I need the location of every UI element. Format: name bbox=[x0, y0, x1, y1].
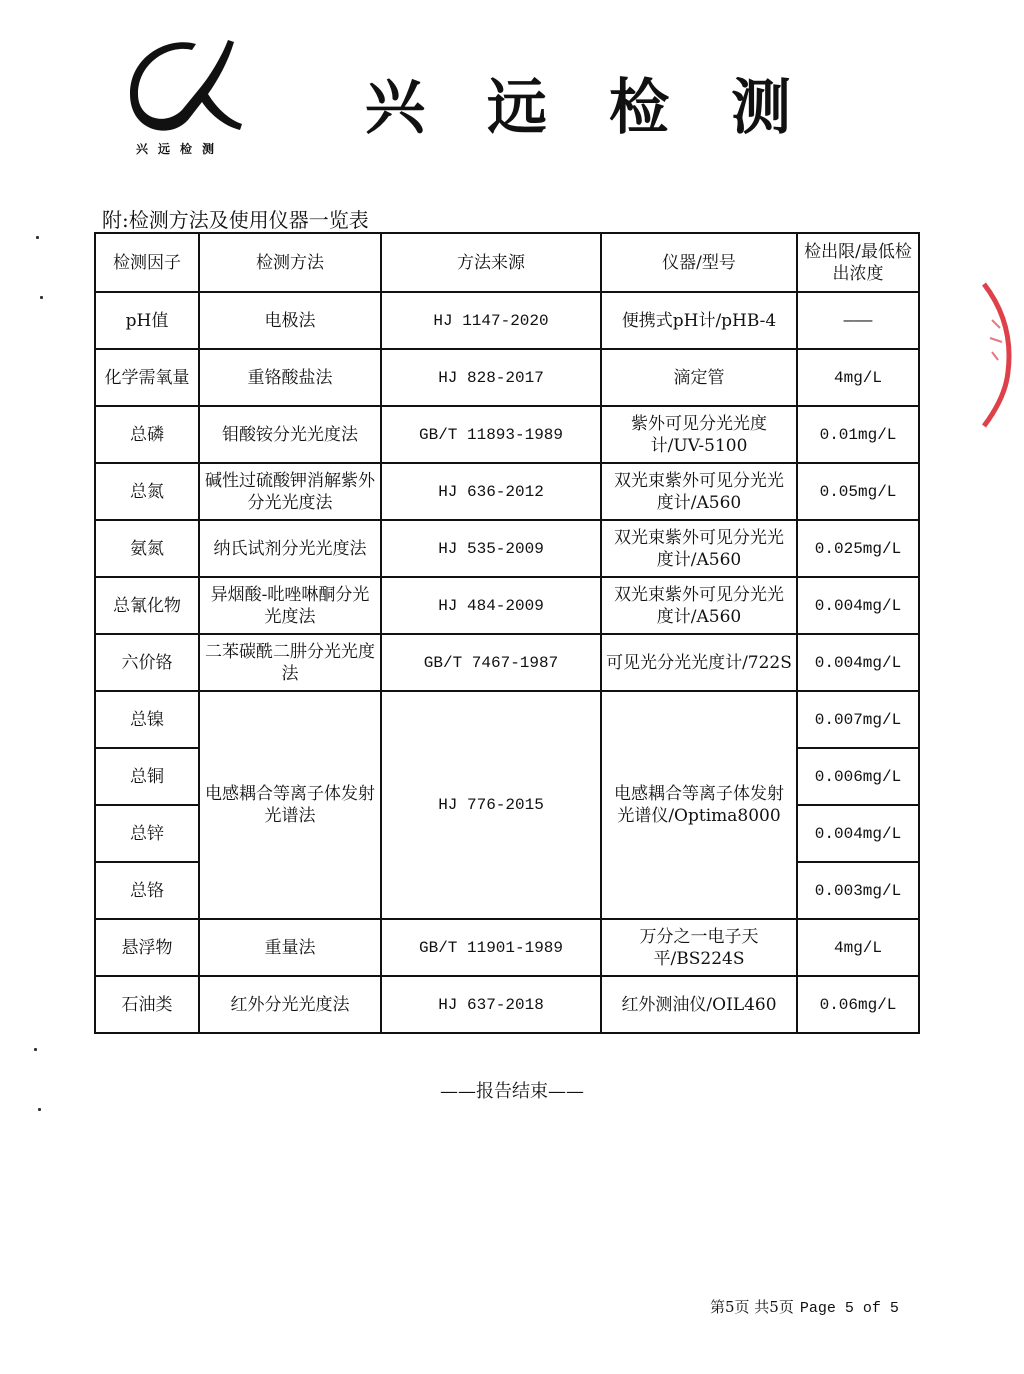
page-number-cn: 第5页 共5页 bbox=[710, 1298, 794, 1316]
cell-method: 异烟酸-吡唑啉酮分光光度法 bbox=[199, 577, 381, 634]
logo-caption: 兴远检测 bbox=[136, 142, 225, 156]
cell-method-merged: 电感耦合等离子体发射光谱法 bbox=[199, 691, 381, 919]
cell-factor: 总氰化物 bbox=[95, 577, 199, 634]
cell-instrument: 紫外可见分光光度计/UV-5100 bbox=[601, 406, 797, 463]
cell-method: 二苯碳酰二肼分光光度法 bbox=[199, 634, 381, 691]
cell-limit: ——— bbox=[797, 292, 919, 349]
cell-limit: 0.004mg/L bbox=[797, 805, 919, 862]
cell-source: HJ 484-2009 bbox=[381, 577, 601, 634]
cell-factor: 化学需氧量 bbox=[95, 349, 199, 406]
cell-limit: 0.003mg/L bbox=[797, 862, 919, 919]
scan-speck bbox=[34, 1048, 37, 1051]
cell-source: GB/T 11893-1989 bbox=[381, 406, 601, 463]
cell-limit: 0.01mg/L bbox=[797, 406, 919, 463]
table-row bbox=[95, 634, 919, 691]
cell-factor: 石油类 bbox=[95, 976, 199, 1033]
cell-factor: 悬浮物 bbox=[95, 919, 199, 976]
cell-source: GB/T 11901-1989 bbox=[381, 919, 601, 976]
cell-factor: 总氮 bbox=[95, 463, 199, 520]
cell-factor: 总镍 bbox=[95, 691, 199, 748]
table-row bbox=[95, 919, 919, 976]
cell-instrument-merged: 电感耦合等离子体发射光谱仪/Optima8000 bbox=[601, 691, 797, 919]
cell-factor: 氨氮 bbox=[95, 520, 199, 577]
cell-instrument: 滴定管 bbox=[601, 349, 797, 406]
cell-factor: 总磷 bbox=[95, 406, 199, 463]
methods-table bbox=[94, 232, 920, 1034]
table-row bbox=[95, 577, 919, 634]
header-factor: 检测因子 bbox=[95, 233, 199, 292]
cell-limit: 0.004mg/L bbox=[797, 634, 919, 691]
cell-limit: 0.06mg/L bbox=[797, 976, 919, 1033]
cell-factor: 六价铬 bbox=[95, 634, 199, 691]
table-caption: 附:检测方法及使用仪器一览表 bbox=[102, 208, 369, 232]
cell-source: GB/T 7467-1987 bbox=[381, 634, 601, 691]
table-row bbox=[95, 349, 919, 406]
table-row bbox=[95, 292, 919, 349]
report-end-note: ——报告结束—— bbox=[440, 1081, 584, 1102]
table-row bbox=[95, 691, 919, 748]
scan-speck bbox=[40, 296, 43, 299]
cell-instrument: 万分之一电子天平/BS224S bbox=[601, 919, 797, 976]
cell-method: 红外分光光度法 bbox=[199, 976, 381, 1033]
cell-instrument: 双光束紫外可见分光光度计/A560 bbox=[601, 577, 797, 634]
table-row bbox=[95, 463, 919, 520]
cell-method: 纳氏试剂分光光度法 bbox=[199, 520, 381, 577]
cell-factor: pH值 bbox=[95, 292, 199, 349]
cell-method: 重铬酸盐法 bbox=[199, 349, 381, 406]
cell-limit: 4mg/L bbox=[797, 349, 919, 406]
page-footer bbox=[710, 1296, 899, 1317]
seal-stamp-icon bbox=[978, 280, 1024, 430]
company-logo bbox=[130, 36, 245, 161]
header-instrument: 仪器/型号 bbox=[601, 233, 797, 292]
page-number-en: Page 5 of 5 bbox=[799, 1300, 899, 1317]
table-row bbox=[95, 976, 919, 1033]
logo-mark-icon bbox=[130, 36, 245, 141]
cell-limit: 0.007mg/L bbox=[797, 691, 919, 748]
header-limit: 检出限/最低检出浓度 bbox=[797, 233, 919, 292]
cell-source: HJ 535-2009 bbox=[381, 520, 601, 577]
table-row bbox=[95, 520, 919, 577]
cell-method: 碱性过硫酸钾消解紫外分光光度法 bbox=[199, 463, 381, 520]
header-source: 方法来源 bbox=[381, 233, 601, 292]
cell-limit: 0.05mg/L bbox=[797, 463, 919, 520]
cell-factor: 总铬 bbox=[95, 862, 199, 919]
cell-limit: 0.025mg/L bbox=[797, 520, 919, 577]
cell-method: 钼酸铵分光光度法 bbox=[199, 406, 381, 463]
cell-source: HJ 1147-2020 bbox=[381, 292, 601, 349]
cell-limit: 0.004mg/L bbox=[797, 577, 919, 634]
cell-instrument: 便携式pH计/pHB-4 bbox=[601, 292, 797, 349]
cell-source: HJ 828-2017 bbox=[381, 349, 601, 406]
cell-instrument: 可见光分光光度计/722S bbox=[601, 634, 797, 691]
header-method: 检测方法 bbox=[199, 233, 381, 292]
cell-source: HJ 637-2018 bbox=[381, 976, 601, 1033]
cell-method: 重量法 bbox=[199, 919, 381, 976]
cell-instrument: 双光束紫外可见分光光度计/A560 bbox=[601, 463, 797, 520]
cell-method: 电极法 bbox=[199, 292, 381, 349]
cell-instrument: 双光束紫外可见分光光度计/A560 bbox=[601, 520, 797, 577]
cell-factor: 总锌 bbox=[95, 805, 199, 862]
scan-speck bbox=[36, 236, 39, 239]
page-title: 兴远检测 bbox=[365, 73, 853, 143]
cell-limit: 4mg/L bbox=[797, 919, 919, 976]
cell-source-merged: HJ 776-2015 bbox=[381, 691, 601, 919]
table-row bbox=[95, 406, 919, 463]
table-header-row bbox=[95, 233, 919, 292]
scan-speck bbox=[38, 1108, 41, 1111]
cell-limit: 0.006mg/L bbox=[797, 748, 919, 805]
cell-factor: 总铜 bbox=[95, 748, 199, 805]
cell-instrument: 红外测油仪/OIL460 bbox=[601, 976, 797, 1033]
cell-source: HJ 636-2012 bbox=[381, 463, 601, 520]
